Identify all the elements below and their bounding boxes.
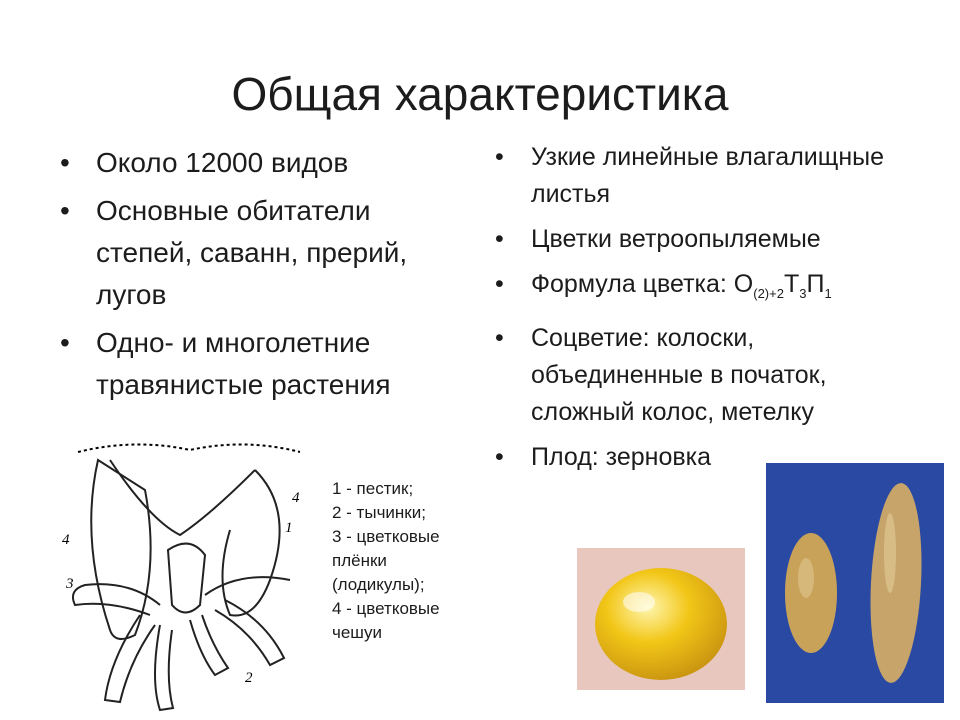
grains-photo [766,463,944,703]
formula-sub-perianth: (2)+2 [753,286,784,301]
formula-sub-stamens: 3 [799,286,807,301]
formula-pistil: П [806,270,825,298]
diagram-label-2: 2 [245,670,253,686]
diagram-label-3: 3 [66,576,74,592]
bullet-flower-formula [495,266,925,312]
diagram-label-1: 1 [285,520,293,536]
bullet-inflorescence: • Соцветие: колоски, объединенные в початок, сложный колос, метелку [495,320,925,431]
bullet-pollination: • Цветки ветроопыляемые [495,221,925,258]
diagram-label-4-left: 4 [62,532,70,548]
legend-item-stamens: 2 - тычинки; [332,503,426,522]
legend-item-lodicules: 3 - цветковые плёнки (лодикулы); [332,527,440,594]
right-bullet-list [495,139,925,484]
legend-item-pistil: 1 - пестик; [332,479,414,498]
formula-text: Формула цветка: О [531,270,754,298]
left-bullet-list [60,142,470,460]
bullet-habitat: • Основные обитатели степей, саванн, прерий, лугов [60,190,470,316]
bullet-leaves: • Узкие линейные влагалищные листья [495,139,925,213]
diagram-label-4-right: 4 [292,490,300,506]
slide-title: Общая характеристика [231,68,729,120]
formula-stamens: Т [783,270,800,298]
bullet-species-count: • Около 12000 видов [60,142,470,184]
bullet-fruit: • Плод: зерновка [495,439,925,476]
legend-item-scales: 4 - цветковые чешуи [332,599,440,642]
diagram-legend [332,477,492,645]
bullet-life-form: • Одно- и многолетние травянистые растения [60,322,470,406]
corn-kernel-photo [577,548,745,690]
flower-diagram [40,430,330,720]
formula-sub-pistil: 1 [824,286,832,301]
